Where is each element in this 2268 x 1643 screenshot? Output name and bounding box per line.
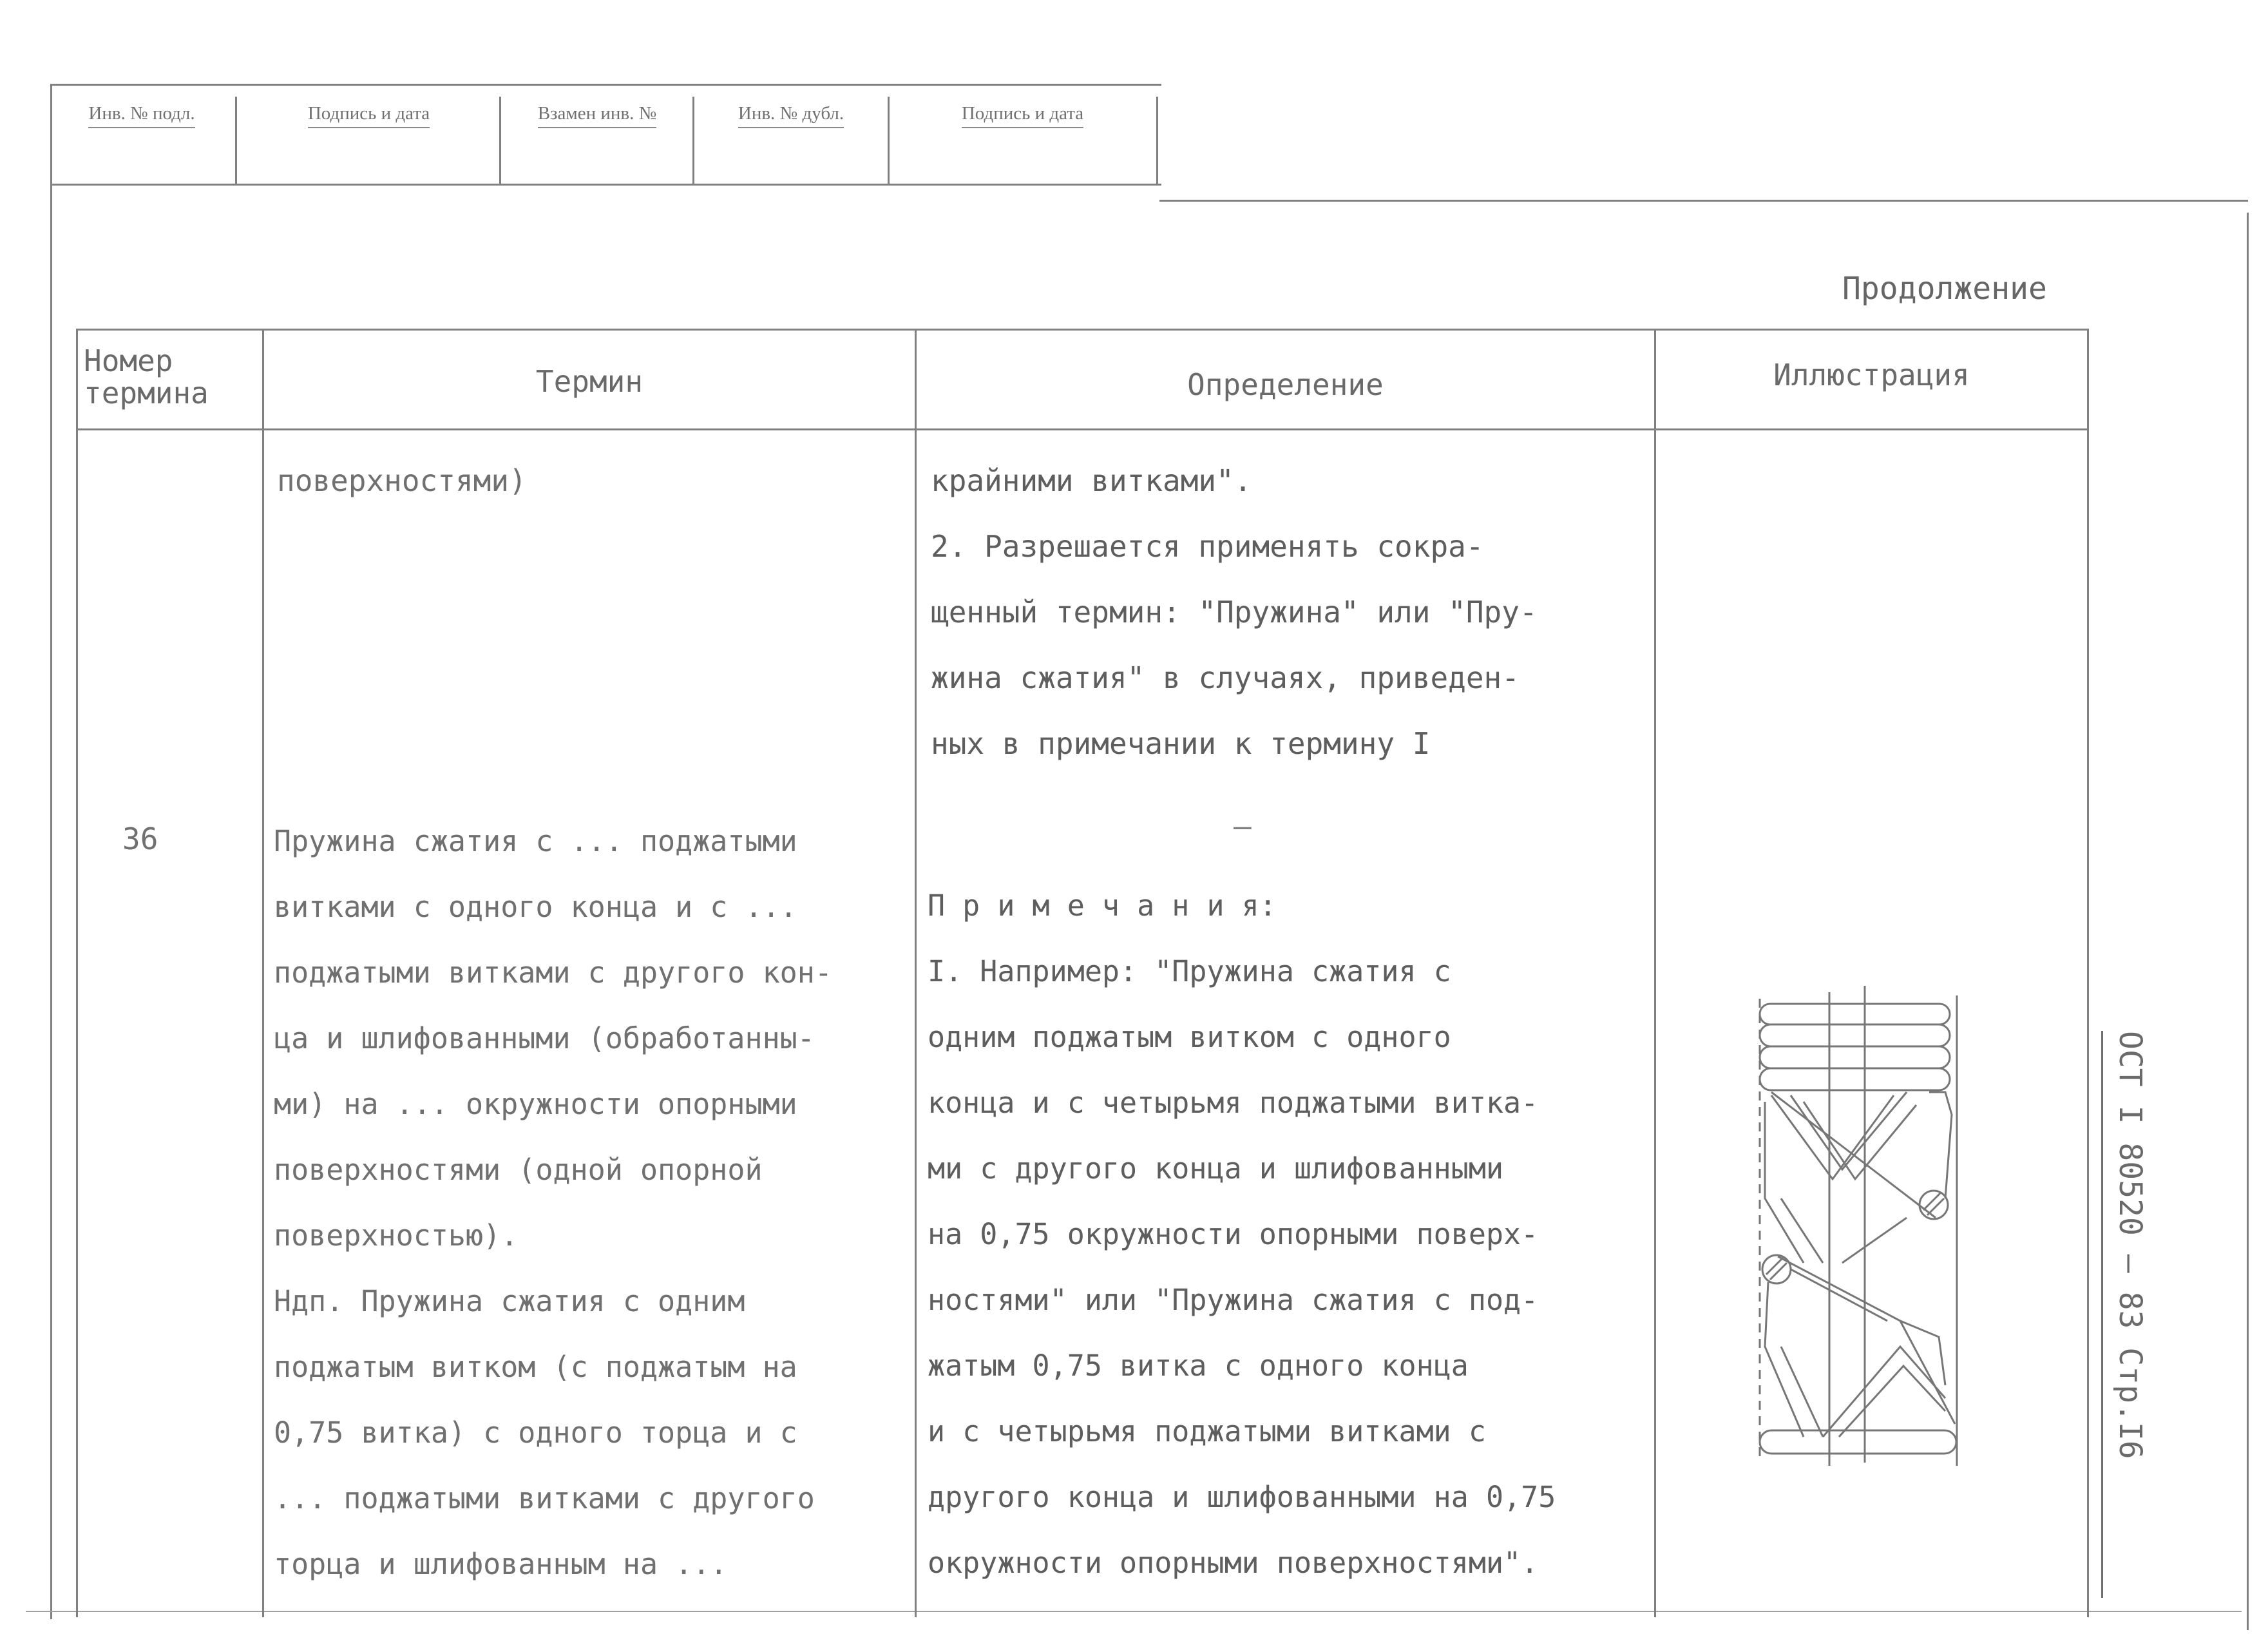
designation-underline [2101, 1031, 2103, 1598]
spring-coil [1929, 1092, 1952, 1198]
spring-wire-section [1762, 1255, 1791, 1283]
term-entry: Пружина сжатия с ... поджатыми витками с одного конца и с ... поджатыми витками с другого кон- ца и шлифованными (обработанны- ми) на ... окружности опорными поверхностями (одной опорной поверхностью). Ндп. Пружина сжатия с одним поджатым витком (с поджатым на 0,75 витка) с одного торца и с ... поджатыми витками с другого торца и шлифованным на ... [274, 824, 832, 1581]
row-number: 36 [122, 822, 158, 856]
definition-notes-last: окружности опорными поверхностями". [928, 1546, 1539, 1580]
header-definition: Определение [1187, 367, 1384, 402]
table-header-rule [76, 428, 2089, 430]
stamp-divider [888, 97, 890, 184]
table-top-rule [76, 329, 2089, 331]
stamp-cell-inv-dubl: Инв. № дубл. [697, 103, 885, 134]
stamp-bottom-rule [50, 184, 1161, 186]
frame-bottom-rule [26, 1611, 2242, 1612]
stamp-divider [692, 97, 694, 184]
continuation-label: Продолжение [1842, 271, 2047, 307]
spring-coil [1760, 1068, 1950, 1090]
spring-coil [1842, 1218, 1907, 1263]
stamp-divider [1156, 97, 1158, 184]
header-term: Термин [535, 364, 643, 399]
stamp-cell-signature-date: Подпись и дата [242, 103, 496, 134]
document-designation: ОСТ I 80520 – 83 Стр.I6 [2110, 1031, 2148, 1598]
header-number: Номер термина [84, 343, 209, 410]
spring-coil [1765, 1102, 1804, 1263]
spring-coil [1791, 1269, 1887, 1321]
spring-coil [1760, 1004, 1950, 1024]
spring-coil [1760, 1430, 1956, 1454]
spring-coil [1760, 1046, 1950, 1068]
spring-coil [1760, 1024, 1950, 1046]
spring-coil [1781, 1198, 1823, 1263]
table-col-rule [1654, 329, 1656, 1617]
frame-right-rule [2247, 213, 2249, 1630]
frame-left-rule [50, 186, 52, 1619]
definition-dash: – [1234, 809, 1252, 843]
term-continuation: поверхностями) [277, 463, 527, 498]
stamp-divider [50, 84, 52, 186]
definition-continuation: крайними витками". 2. Разрешается применять сокра- щенный термин: "Пружина" или "Пру- жина сжатия" в случаях, приведен- ных в примечании к термину I [931, 463, 1538, 761]
stamp-cell-inv-podl: Инв. № подл. [55, 103, 229, 134]
spring-illustration [1752, 986, 1971, 1475]
definition-notes: П р и м е ч а н и я: I. Например: "Пружина сжатия с одним поджатым витком с одного конца и с четырьмя поджатыми витка- ми с другого конца и шлифованными на 0,75 окружности опорными поверх- ностями" или "Пружина сжатия с под- жатым 0,75 витка с одного конца и с четырьмя поджатыми витками с другого конца и шлифованными на 0,75 [928, 889, 1556, 1514]
stamp-cell-signature-date-2: Подпись и дата [892, 103, 1153, 134]
table-col-rule [76, 329, 78, 1617]
stamp-cell-replace-inv: Взамен инв. № [504, 103, 691, 134]
spring-coil [1765, 1282, 1804, 1437]
stamp-top-rule [50, 84, 1161, 86]
stamp-divider [499, 97, 501, 184]
table-col-rule [262, 329, 264, 1617]
table-col-rule [2087, 329, 2089, 1617]
spring-coil [1781, 1347, 1823, 1437]
frame-top-rule [1159, 200, 2248, 202]
stamp-divider [235, 97, 237, 184]
spring-wire-section [1920, 1191, 1948, 1219]
table-col-rule [915, 329, 917, 1617]
spring-coil [1771, 1095, 1894, 1179]
header-illustration: Иллюстрация [1773, 358, 1970, 392]
